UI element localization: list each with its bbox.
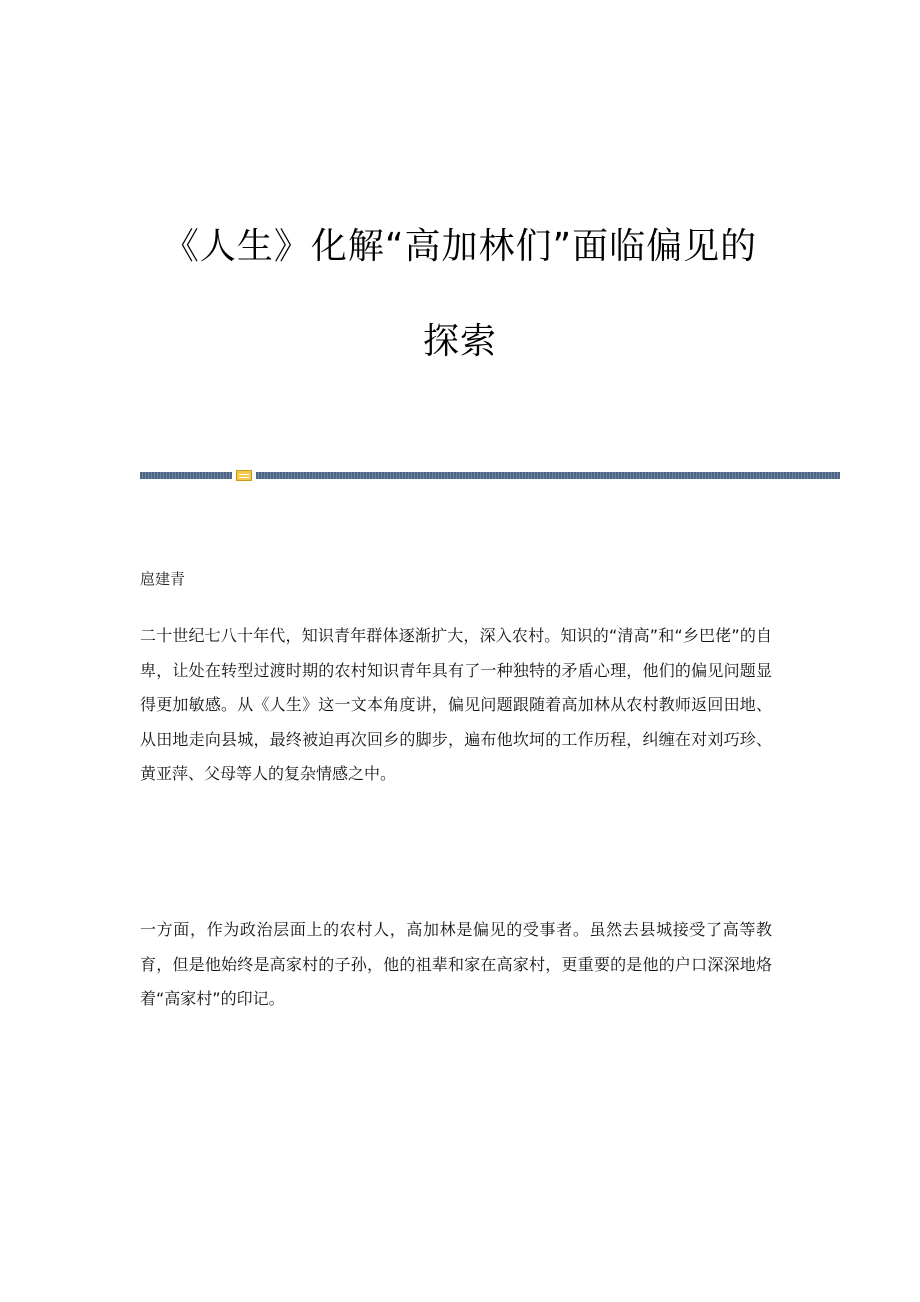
author-name: 扈建青 — [140, 570, 186, 588]
document-title-line-1: 《人生》化解“高加林们”面临偏见的 — [162, 226, 758, 267]
divider-right-segment — [256, 472, 840, 479]
body-paragraph-2: 一方面，作为政治层面上的农村人，高加林是偏见的受事者。虽然去县城接受了高等教育，但是他始终是高家村的子孙，他的祖辈和家在高家村，更重要的是他的户口深深地烙着“高家村”的印记。 — [140, 920, 772, 1008]
body-paragraph-1: 二十世纪七八十年代，知识青年群体逐渐扩大，深入农村。知识的“清高”和“乡巴佬”的自卑，让处在转型过渡时期的农村知识青年具有了一种独特的矛盾心理，他们的偏见问题显得更加敏感。从《人生》这一文本角度讲，偏见问题跟随着高加林从农村教师返回田地、从田地走向县城，最终被迫再次回乡的脚步，遍布他坎坷的工作历程，纠缠在对刘巧珍、黄亚萍、父母等人的复杂情感之中。 — [140, 626, 772, 783]
divider-ornament-icon — [236, 470, 252, 481]
document-title-line-2: 探索 — [422, 321, 497, 362]
title-divider — [140, 470, 840, 480]
divider-left-segment — [140, 472, 232, 479]
